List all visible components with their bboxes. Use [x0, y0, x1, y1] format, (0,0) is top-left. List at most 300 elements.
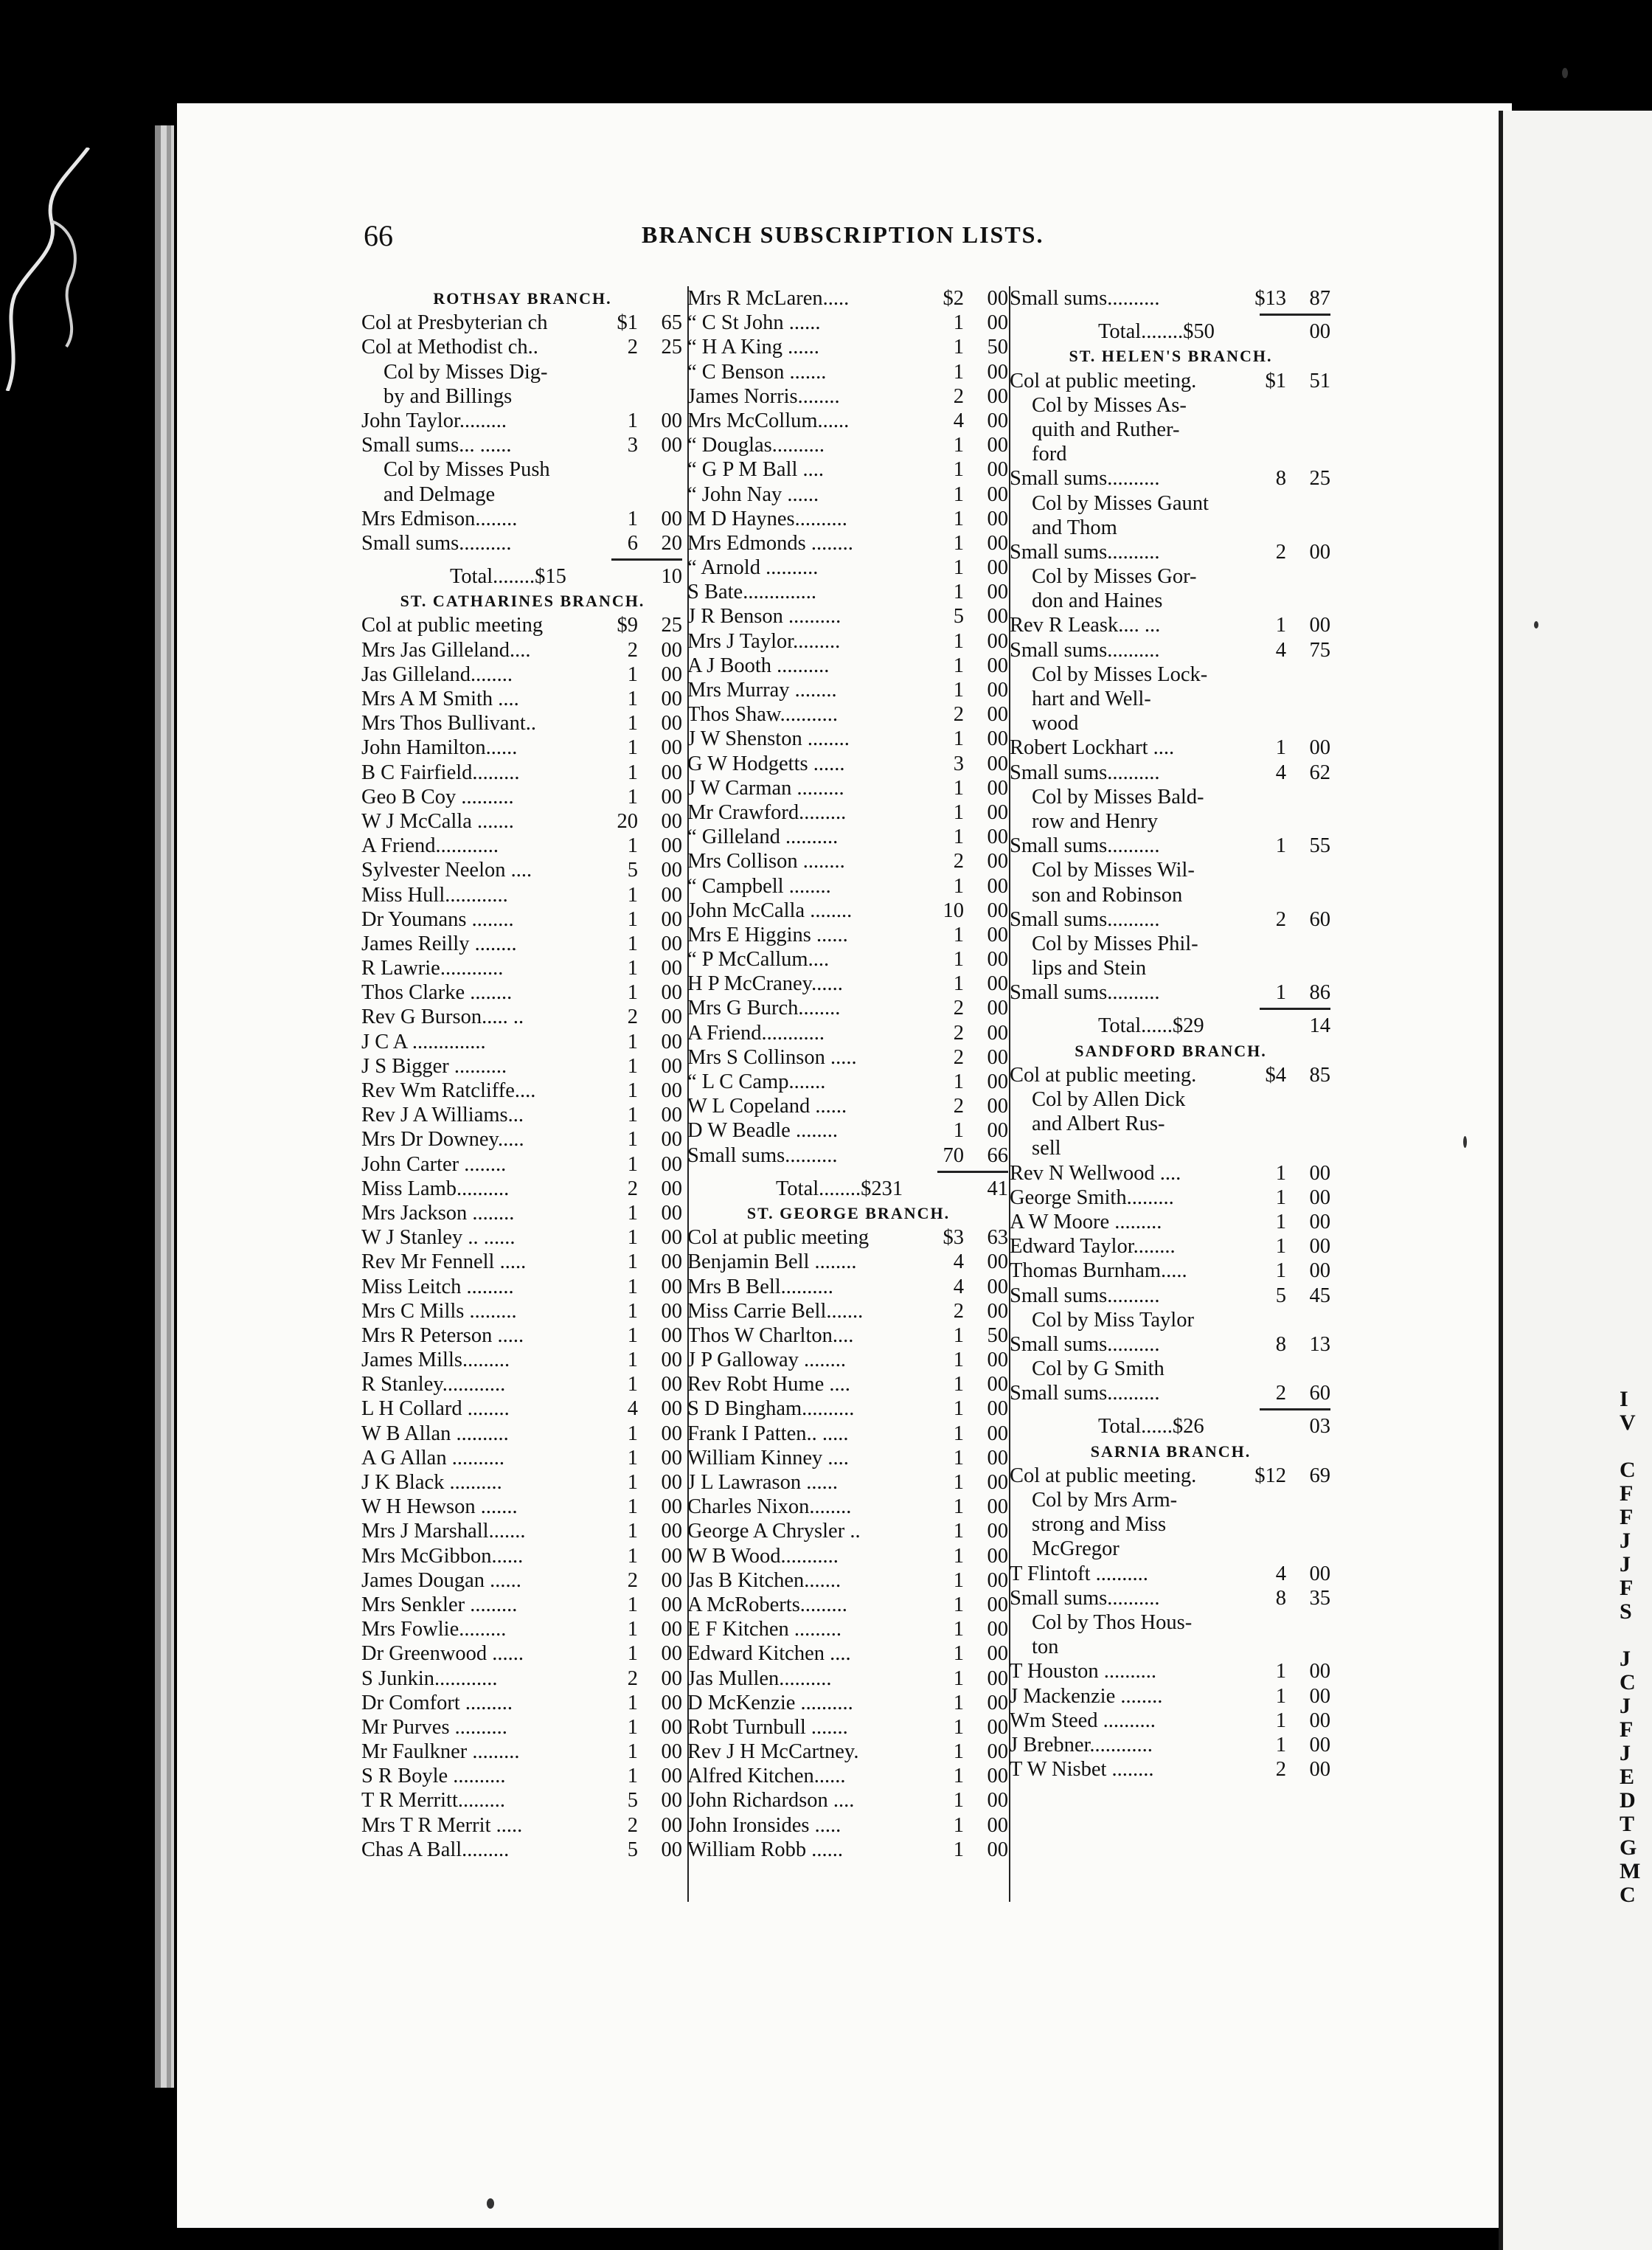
amount-cents: 00 — [661, 507, 682, 530]
list-item — [1010, 1512, 1332, 1537]
subscriber-name: Col by Thos Hous- — [1032, 1610, 1193, 1634]
list-item — [1010, 1381, 1332, 1405]
list-item — [361, 1372, 684, 1396]
amount-dollars: 1 — [627, 957, 638, 980]
list-item — [687, 1143, 1010, 1168]
amount-dollars: 1 — [627, 1471, 638, 1494]
amount-cents: 75 — [1309, 638, 1330, 662]
amount-dollars: 5 — [627, 1789, 638, 1813]
subscriber-name: “ Gilleland .......... — [687, 825, 839, 849]
total-row — [687, 1177, 1010, 1201]
amount-cents: 00 — [1309, 1562, 1330, 1585]
amount-dollars: 1 — [1275, 1185, 1286, 1209]
speck — [487, 2198, 494, 2209]
amount-dollars: $13 — [1254, 287, 1286, 310]
amount-dollars: 1 — [627, 1275, 638, 1298]
amount-cents: 25 — [661, 336, 682, 359]
list-item — [1010, 907, 1332, 932]
amount-cents: 00 — [661, 1104, 682, 1127]
amount-dollars: 1 — [627, 1323, 638, 1347]
amount-dollars: 1 — [627, 1128, 638, 1152]
amount-cents: 00 — [987, 727, 1008, 751]
subscriber-name: Col at Presbyterian ch — [361, 311, 548, 335]
subscriber-name: James Dougan ...... — [361, 1568, 521, 1592]
facing-page-letter: M — [1620, 1859, 1641, 1883]
subscriber-name: Dr Comfort ......... — [361, 1691, 513, 1714]
list-item — [687, 1045, 1010, 1070]
amount-dollars: 1 — [953, 1323, 964, 1347]
amount-dollars: 1 — [627, 1079, 638, 1102]
amount-dollars: 2 — [627, 1813, 638, 1837]
subscriber-name: Mrs J Taylor......... — [687, 629, 841, 653]
amount-cents: 00 — [987, 629, 1008, 653]
subscriber-name: Col by Misses As- — [1032, 393, 1187, 417]
subscriber-name: Col by Misses Gor- — [1032, 565, 1197, 589]
list-item — [1010, 1357, 1332, 1381]
amount-dollars: 2 — [1275, 540, 1286, 564]
list-item — [1010, 1659, 1332, 1683]
list-item — [687, 580, 1010, 604]
amount-dollars: 1 — [1275, 1733, 1286, 1756]
subscriber-name: Col by Misses Dig- — [384, 360, 548, 384]
amount-cents: 00 — [661, 1691, 682, 1714]
subscriber-name: Miss Hull............ — [361, 883, 508, 907]
list-item — [361, 1054, 684, 1079]
amount-dollars: 1 — [953, 581, 964, 604]
subscriber-name: Thos W Charlton.... — [687, 1323, 854, 1347]
amount-cents: 00 — [661, 1054, 682, 1078]
subscriber-name: Charles Nixon........ — [687, 1495, 852, 1519]
amount-dollars: 1 — [953, 727, 964, 751]
list-item — [687, 702, 1010, 727]
amount-cents: 00 — [1309, 1161, 1330, 1185]
subscriber-name: Edward Taylor........ — [1010, 1235, 1176, 1259]
total-cents: 41 — [987, 1177, 1008, 1200]
list-item — [361, 1641, 684, 1666]
subscriber-name: Col by Misses Lock- — [1032, 662, 1208, 686]
amount-cents: 00 — [661, 1618, 682, 1641]
amount-cents: 00 — [987, 1838, 1008, 1861]
facing-page-letter: J — [1620, 1741, 1631, 1765]
list-item — [687, 923, 1010, 947]
amount-cents: 85 — [1309, 1063, 1330, 1087]
amount-cents: 00 — [661, 981, 682, 1005]
list-item — [687, 1691, 1010, 1715]
list-item — [687, 1568, 1010, 1593]
subscriber-name: A Friend............ — [687, 1021, 825, 1045]
amount-cents: 00 — [987, 972, 1008, 996]
subscriber-name: by and Billings — [384, 384, 513, 408]
list-item — [687, 1470, 1010, 1495]
amount-cents: 00 — [661, 1226, 682, 1250]
subscriber-name: Small sums.......... — [1010, 1332, 1160, 1356]
amount-cents: 00 — [661, 1495, 682, 1519]
amount-dollars: 2 — [953, 850, 964, 873]
total-cents: 14 — [1309, 1014, 1330, 1038]
subscriber-name: R Stanley............ — [361, 1373, 506, 1396]
subscriber-name: “ L C Camp....... — [687, 1070, 826, 1093]
amount-dollars: 1 — [627, 1201, 638, 1225]
amount-dollars: $9 — [617, 614, 638, 637]
amount-cents: 00 — [661, 883, 682, 907]
amount-dollars: 1 — [1275, 1259, 1286, 1283]
subscriber-name: James Mills......... — [361, 1349, 510, 1372]
amount-dollars: 1 — [627, 1740, 638, 1764]
amount-cents: 00 — [987, 360, 1008, 384]
amount-dollars: 1 — [953, 336, 964, 359]
amount-cents: 00 — [661, 957, 682, 980]
amount-cents: 00 — [661, 712, 682, 735]
subscriber-name: Small sums.......... — [1010, 1586, 1160, 1610]
list-item — [1010, 369, 1332, 393]
list-item — [687, 1070, 1010, 1094]
list-item — [1010, 1635, 1332, 1659]
amount-dollars: 2 — [627, 1005, 638, 1029]
amount-dollars: 6 — [627, 531, 638, 555]
amount-dollars: 1 — [627, 507, 638, 530]
amount-cents: 66 — [987, 1143, 1008, 1167]
subscriber-name: Sylvester Neelon .... — [361, 859, 532, 882]
list-item — [1010, 1210, 1332, 1234]
list-item — [1010, 516, 1332, 540]
total-label: Total........$231 — [776, 1177, 903, 1200]
subscriber-name: Small sums.......... — [1010, 761, 1160, 784]
amount-dollars: 5 — [627, 1838, 638, 1861]
amount-cents: 00 — [987, 1715, 1008, 1739]
list-item — [687, 1740, 1010, 1764]
amount-dollars: 5 — [953, 605, 964, 629]
subscriber-name: wood — [1032, 712, 1079, 735]
amount-cents: 00 — [1309, 1758, 1330, 1782]
list-item — [687, 776, 1010, 800]
amount-dollars: 2 — [1275, 907, 1286, 931]
list-item — [687, 899, 1010, 923]
list-item — [361, 858, 684, 882]
amount-cents: 00 — [987, 1691, 1008, 1714]
subscriber-name: W H Hewson ....... — [361, 1495, 518, 1519]
list-item — [687, 1446, 1010, 1470]
amount-dollars: 1 — [627, 907, 638, 931]
subscriber-name: Mrs J Marshall....... — [361, 1520, 526, 1543]
subscriber-name: Mrs A M Smith .... — [361, 688, 519, 710]
amount-cents: 00 — [987, 776, 1008, 800]
amount-cents: 00 — [661, 736, 682, 760]
total-rule — [687, 1168, 1010, 1177]
list-item — [1010, 491, 1332, 516]
list-item — [687, 531, 1010, 555]
amount-cents: 00 — [987, 1618, 1008, 1641]
list-item — [687, 1666, 1010, 1691]
amount-cents: 00 — [987, 1568, 1008, 1592]
amount-cents: 00 — [661, 1544, 682, 1568]
amount-cents: 00 — [661, 1471, 682, 1494]
amount-dollars: 2 — [953, 384, 964, 408]
amount-dollars: 8 — [1275, 1586, 1286, 1610]
amount-dollars: 1 — [1275, 1161, 1286, 1185]
amount-cents: 00 — [1309, 540, 1330, 564]
subscriber-name: Alfred Kitchen...... — [687, 1765, 846, 1788]
subscriber-name: Edward Kitchen .... — [687, 1642, 851, 1666]
amount-cents: 00 — [987, 948, 1008, 972]
subscriber-name: S Junkin............ — [361, 1666, 498, 1690]
amount-cents: 00 — [987, 654, 1008, 677]
facing-page-letter: E — [1620, 1765, 1635, 1789]
list-item — [1010, 1087, 1332, 1112]
amount-cents: 00 — [987, 899, 1008, 922]
amount-cents: 00 — [987, 1544, 1008, 1568]
list-item — [1010, 1284, 1332, 1308]
list-item — [687, 654, 1010, 678]
subscriber-name: Small sums.......... — [1010, 540, 1160, 564]
subscriber-name: lips and Stein — [1032, 957, 1147, 980]
amount-cents: 00 — [987, 1446, 1008, 1470]
branch-name: ST. CATHARINES BRANCH. — [400, 592, 645, 611]
list-item — [1010, 711, 1332, 735]
facing-page-letter: J — [1620, 1529, 1631, 1553]
amount-cents: 00 — [1309, 1235, 1330, 1259]
list-item — [1010, 687, 1332, 711]
subscriber-name: S D Bingham.......... — [687, 1397, 855, 1421]
facing-page — [1499, 111, 1652, 2250]
subscriber-name: Mrs Thos Bullivant.. — [361, 712, 536, 735]
list-item — [687, 727, 1010, 751]
subscriber-name: James Norris........ — [687, 384, 840, 408]
facing-page-letter: C — [1620, 1458, 1636, 1482]
list-item — [687, 1094, 1010, 1118]
list-item — [687, 1348, 1010, 1372]
subscriber-name: Small sums.......... — [1010, 1382, 1160, 1405]
amount-dollars: 5 — [627, 859, 638, 882]
list-item — [361, 1568, 684, 1593]
list-item — [361, 1396, 684, 1421]
subscriber-name: John Hamilton...... — [361, 736, 518, 760]
subscriber-name: Mr Crawford......... — [687, 800, 847, 824]
subscriber-name: L H Collard ........ — [361, 1397, 510, 1421]
total-row — [361, 564, 684, 589]
amount-dollars: 2 — [953, 1095, 964, 1118]
list-item — [687, 1593, 1010, 1617]
amount-cents: 00 — [661, 1765, 682, 1788]
amount-dollars: 1 — [953, 1495, 964, 1519]
amount-cents: 00 — [661, 1520, 682, 1543]
amount-cents: 00 — [987, 605, 1008, 629]
list-item — [687, 1422, 1010, 1446]
subscriber-name: ford — [1032, 443, 1067, 466]
list-item — [1010, 735, 1332, 760]
list-item — [687, 1396, 1010, 1421]
subscriber-name: Benjamin Bell ........ — [687, 1250, 857, 1274]
amount-cents: 60 — [1309, 1382, 1330, 1405]
subscriber-name: Dr Greenwood ...... — [361, 1642, 524, 1666]
list-item — [361, 1250, 684, 1274]
amount-dollars: 1 — [953, 1397, 964, 1421]
subscriber-name: William Robb ...... — [687, 1838, 844, 1861]
amount-dollars: 2 — [627, 638, 638, 662]
subscriber-name: Rev N Wellwood .... — [1010, 1161, 1181, 1185]
amount-dollars: 1 — [953, 1789, 964, 1813]
amount-cents: 25 — [1309, 467, 1330, 491]
list-item — [1010, 1185, 1332, 1210]
subscriber-name: Mr Purves .......... — [361, 1715, 507, 1739]
amount-cents: 00 — [1309, 1733, 1330, 1756]
list-item — [687, 849, 1010, 873]
branch-name: SARNIA BRANCH. — [1090, 1441, 1252, 1461]
subscriber-name: W J Stanley .. ...... — [361, 1226, 516, 1250]
list-item — [687, 409, 1010, 433]
amount-dollars: 1 — [627, 981, 638, 1005]
amount-cents: 00 — [987, 1471, 1008, 1494]
amount-dollars: 2 — [627, 1177, 638, 1200]
amount-dollars: 1 — [627, 1104, 638, 1127]
list-item — [1010, 1586, 1332, 1610]
amount-dollars: 1 — [627, 409, 638, 432]
subscriber-name: Miss Leitch ......... — [361, 1275, 514, 1298]
subscriber-name: D McKenzie .......... — [687, 1691, 853, 1714]
list-item — [687, 1788, 1010, 1813]
subscriber-name: W B Wood........... — [687, 1544, 839, 1568]
subscriber-name: Small sums.......... — [1010, 467, 1160, 491]
amount-cents: 00 — [661, 1666, 682, 1690]
amount-cents: 00 — [987, 1119, 1008, 1143]
list-item — [687, 1544, 1010, 1568]
amount-dollars: 1 — [953, 531, 964, 555]
list-item — [361, 360, 684, 384]
running-head: BRANCH SUBSCRIPTION LISTS. — [642, 221, 1044, 248]
amount-dollars: 1 — [953, 1813, 964, 1837]
amount-cents: 00 — [661, 1422, 682, 1445]
amount-cents: 00 — [661, 1323, 682, 1347]
amount-dollars: 1 — [953, 1471, 964, 1494]
subscriber-name: J W Shenston ........ — [687, 727, 850, 751]
subscriber-name: “ Campbell ........ — [687, 874, 831, 898]
amount-dollars: $12 — [1254, 1464, 1286, 1487]
subscriber-name: Mrs B Bell.......... — [687, 1275, 833, 1298]
subscriber-name: H P McCraney...... — [687, 972, 843, 996]
amount-cents: 00 — [661, 1446, 682, 1470]
subscriber-name: Robt Turnbull ....... — [687, 1715, 848, 1739]
amount-dollars: 1 — [953, 458, 964, 482]
subscriber-name: Col at public meeting — [687, 1226, 870, 1250]
subscriber-name: Small sums.......... — [361, 531, 512, 555]
list-item — [361, 1544, 684, 1568]
subscriber-name: Rev J A Williams... — [361, 1104, 524, 1127]
amount-dollars: 20 — [617, 809, 638, 833]
list-item — [361, 834, 684, 858]
subscriber-name: strong and Miss — [1032, 1513, 1167, 1537]
subscriber-name: John McCalla ........ — [687, 899, 853, 922]
amount-cents: 60 — [1309, 907, 1330, 931]
amount-dollars: 1 — [627, 834, 638, 858]
subscriber-name: Col by Miss Taylor — [1032, 1308, 1194, 1332]
amount-dollars: 2 — [627, 1568, 638, 1592]
list-item — [361, 1348, 684, 1372]
amount-cents: 00 — [987, 1666, 1008, 1690]
amount-cents: 63 — [987, 1226, 1008, 1250]
amount-cents: 00 — [987, 1765, 1008, 1788]
subscriber-name: “ Douglas.......... — [687, 434, 825, 457]
amount-cents: 00 — [987, 850, 1008, 873]
amount-dollars: 1 — [1275, 736, 1286, 760]
list-item — [361, 1519, 684, 1543]
facing-page-letter: F — [1620, 1481, 1634, 1506]
list-item — [687, 874, 1010, 899]
list-item — [361, 662, 684, 687]
amount-cents: 00 — [661, 1642, 682, 1666]
subscriber-name: J Mackenzie ........ — [1010, 1684, 1163, 1708]
amount-cents: 00 — [987, 1095, 1008, 1118]
subscriber-name: T R Merritt......... — [361, 1789, 506, 1813]
amount-dollars: 1 — [627, 932, 638, 955]
list-item — [1010, 1136, 1332, 1160]
amount-dollars: 1 — [953, 776, 964, 800]
amount-dollars: 1 — [953, 1765, 964, 1788]
subscriber-name: Col by G Smith — [1032, 1357, 1165, 1381]
subscriber-name: Rev Robt Hume .... — [687, 1373, 850, 1396]
amount-cents: 87 — [1309, 287, 1330, 310]
list-item — [361, 1005, 684, 1029]
list-item — [1010, 1684, 1332, 1709]
subscriber-name: George A Chrysler .. — [687, 1520, 861, 1543]
branch-name: ST. HELEN'S BRANCH. — [1069, 347, 1273, 366]
amount-dollars: 1 — [953, 923, 964, 946]
amount-cents: 45 — [1309, 1284, 1330, 1307]
subscriber-name: Small sums.......... — [1010, 638, 1160, 662]
list-item — [1010, 466, 1332, 491]
facing-page-letter: F — [1620, 1505, 1634, 1529]
amount-dollars: 4 — [953, 409, 964, 432]
total-cents: 03 — [1309, 1415, 1330, 1439]
subscriber-name: Mrs Collison ........ — [687, 850, 845, 873]
total-row — [1010, 1014, 1332, 1038]
facing-page-letter: S — [1620, 1599, 1632, 1624]
facing-page-letter: D — [1620, 1788, 1636, 1813]
amount-cents: 00 — [987, 1422, 1008, 1445]
list-item — [1010, 418, 1332, 442]
subscriber-name: Geo B Coy .......... — [361, 785, 514, 809]
amount-dollars: 1 — [627, 1250, 638, 1274]
list-item — [687, 1519, 1010, 1543]
amount-dollars: 2 — [953, 997, 964, 1020]
list-item — [361, 907, 684, 932]
subscriber-name: Col by Misses Phil- — [1032, 932, 1198, 955]
amount-cents: 00 — [661, 662, 682, 686]
list-item — [361, 1275, 684, 1299]
amount-cents: 00 — [661, 1005, 682, 1029]
amount-dollars: $1 — [617, 311, 638, 335]
amount-dollars: 1 — [1275, 614, 1286, 637]
list-item — [687, 1641, 1010, 1666]
list-item — [687, 1118, 1010, 1143]
amount-cents: 00 — [987, 752, 1008, 775]
amount-dollars: 1 — [627, 1715, 638, 1739]
subscriber-name: Col by Mrs Arm- — [1032, 1489, 1178, 1512]
amount-dollars: 2 — [953, 1299, 964, 1323]
amount-dollars: 1 — [953, 434, 964, 457]
total-rule — [1010, 1005, 1332, 1014]
subscriber-name: Mrs E Higgins ...... — [687, 923, 848, 946]
amount-cents: 00 — [987, 287, 1008, 310]
list-item — [1010, 809, 1332, 834]
subscriber-name: Mrs Edmison........ — [361, 507, 518, 530]
subscriber-name: Mrs S Collinson ..... — [687, 1045, 857, 1069]
list-item — [1010, 286, 1332, 311]
amount-cents: 50 — [987, 1323, 1008, 1347]
amount-cents: 35 — [1309, 1586, 1330, 1610]
list-item — [1010, 1464, 1332, 1488]
list-item — [687, 604, 1010, 629]
list-item — [1010, 564, 1332, 589]
facing-page-letter: J — [1620, 1552, 1631, 1576]
